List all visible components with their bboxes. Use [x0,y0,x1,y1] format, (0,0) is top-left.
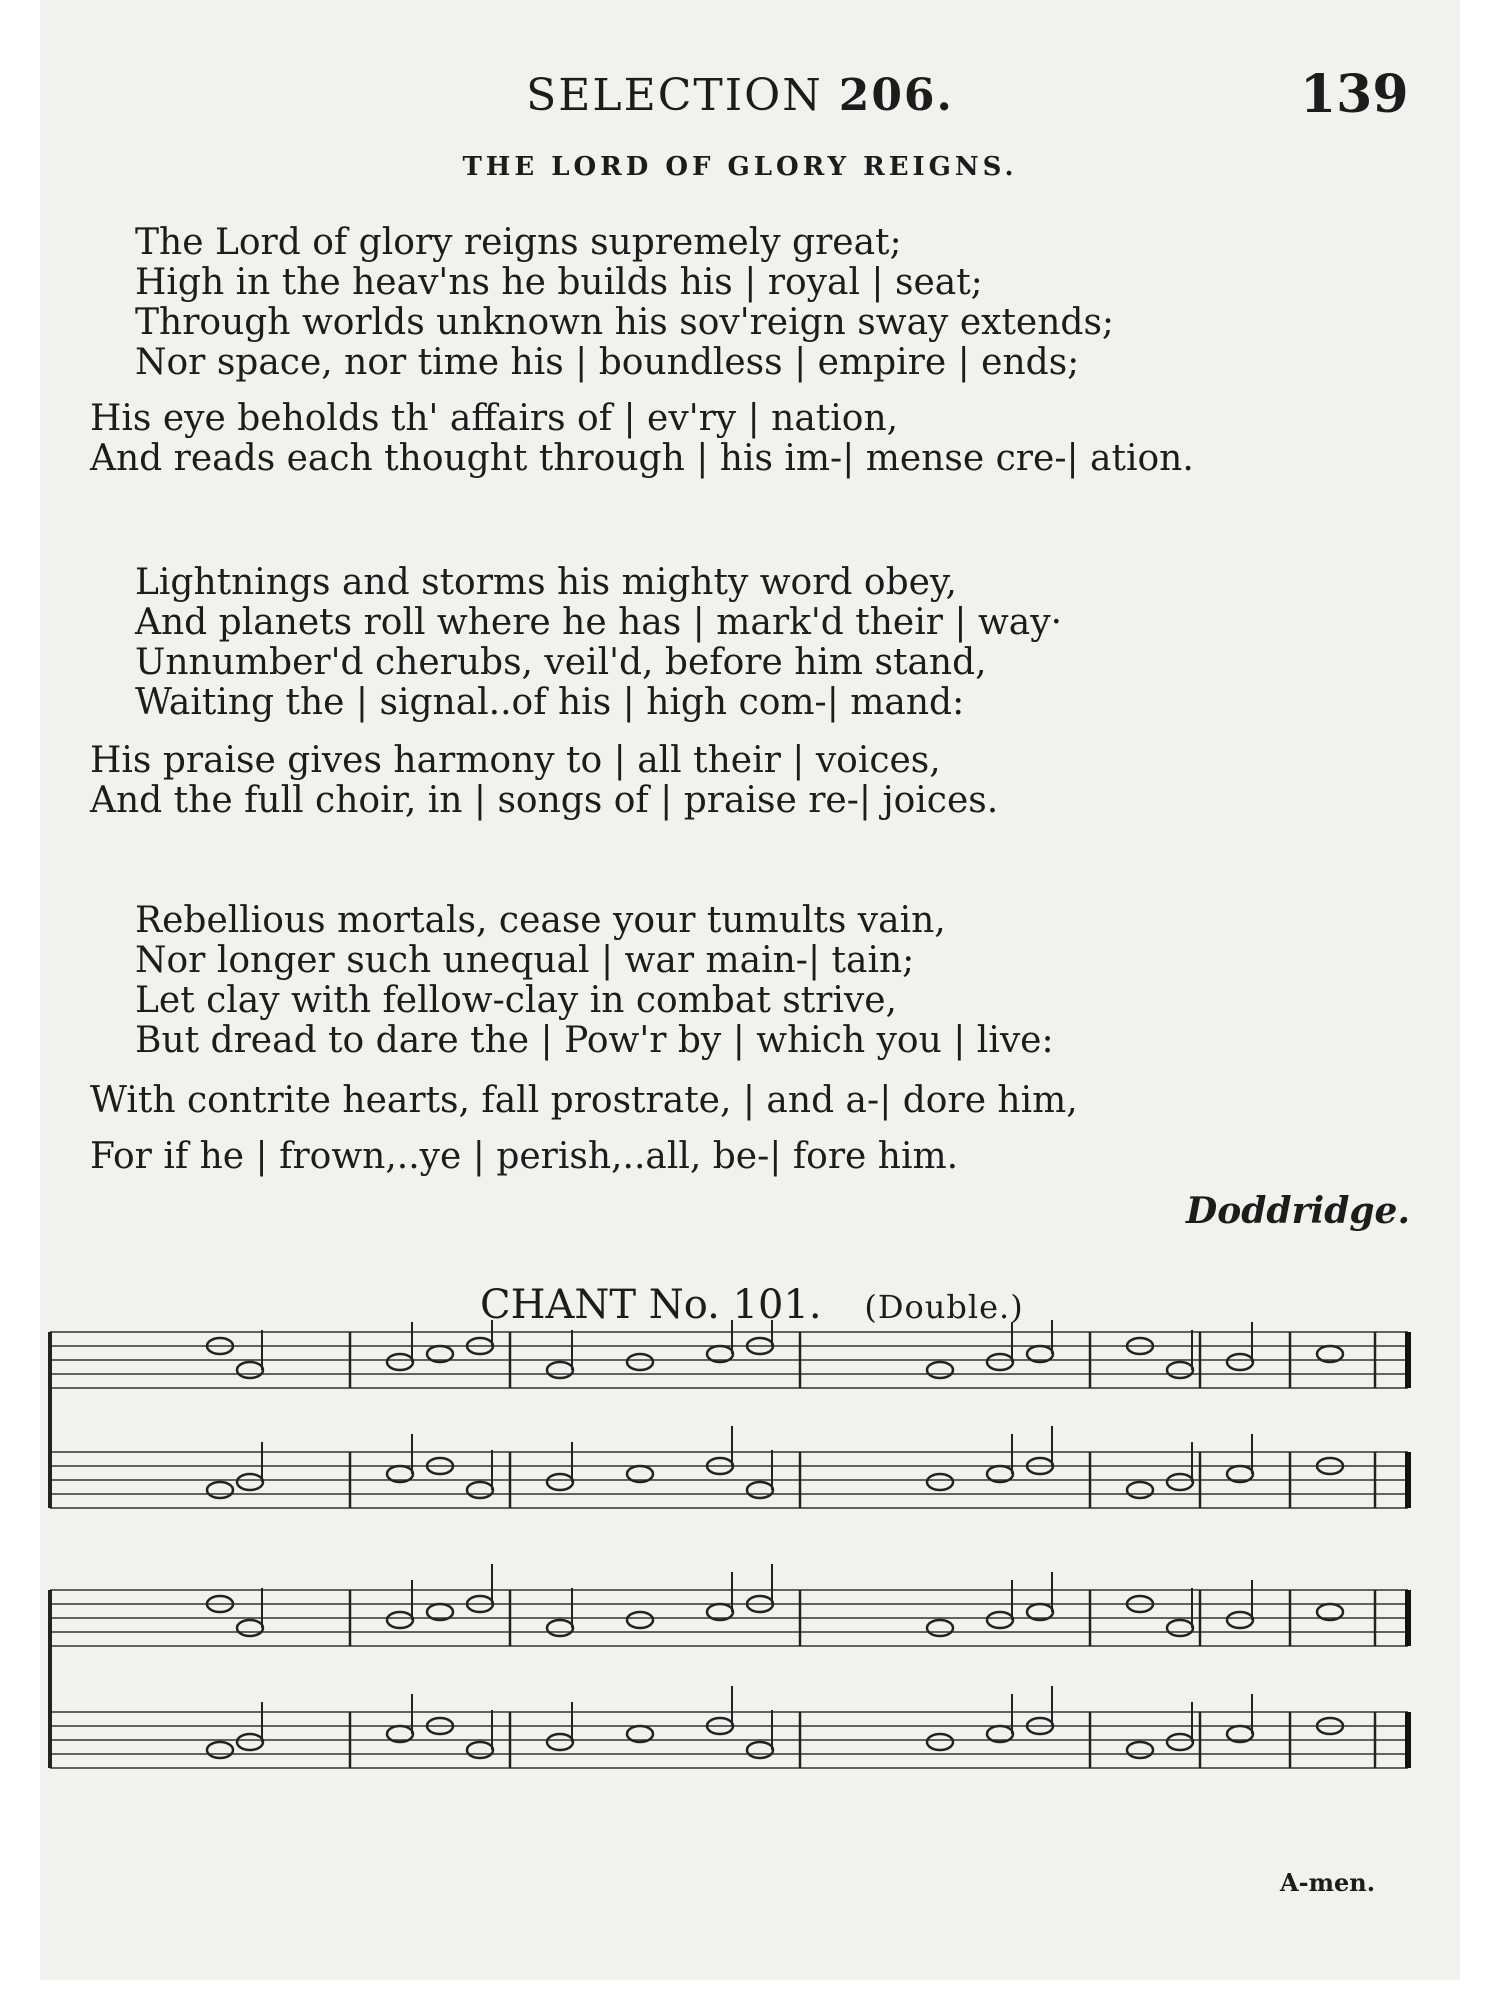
hymnal-page [40,0,1460,1980]
author-credit: Doddridge. [1186,1190,1410,1232]
hymn-line: Through worlds unknown his sov'reign sway extends; [135,302,1115,343]
notehead [627,1612,653,1628]
notehead [237,1362,263,1378]
hymn-title: THE LORD OF GLORY REIGNS. [462,152,1018,182]
hymn-line: His praise gives harmony to | all their | voices, [90,740,941,781]
amen-text: A-men. [1280,1868,1376,1897]
notehead [1127,1482,1153,1498]
selection-number: 206. [838,70,954,121]
hymn-line: But dread to dare the | Pow'r by | which you | live: [135,1020,1054,1061]
notehead [1167,1620,1193,1636]
selection-heading [440,70,1040,121]
hymn-line: His eye beholds th' affairs of | ev'ry | nation, [90,398,899,439]
notehead [547,1734,573,1750]
notehead [1167,1734,1193,1750]
notehead [207,1742,233,1758]
notehead [207,1482,233,1498]
notehead [547,1362,573,1378]
notehead [237,1734,263,1750]
notehead [237,1620,263,1636]
hymn-line: For if he | frown,..ye | perish,..all, be-| fore him. [90,1136,959,1177]
hymn-line: And planets roll where he has | mark'd their | way· [135,602,1063,643]
notehead [1127,1742,1153,1758]
hymn-line: High in the heav'ns he builds his | royal | seat; [135,262,983,303]
hymn-line: Unnumber'd cherubs, veil'd, before him stand, [135,642,987,683]
hymn-line: Waiting the | signal..of his | high com-| mand: [135,682,965,723]
notehead [1227,1354,1253,1370]
notehead [1227,1612,1253,1628]
notehead [927,1620,953,1636]
notehead [987,1612,1013,1628]
notehead [927,1474,953,1490]
hymn-line: Rebellious mortals, cease your tumults vain, [135,900,946,941]
notehead [627,1354,653,1370]
chant-score [40,1320,1460,1880]
notehead [927,1734,953,1750]
hymn-line: Let clay with fellow-clay in combat strive, [135,980,897,1021]
hymn-line: Nor space, nor time his | boundless | empire | ends; [135,342,1080,383]
chant-subtitle: (Double.) [864,1288,1024,1326]
notehead [987,1354,1013,1370]
hymn-line: Nor longer such unequal | war main-| tain; [135,940,915,981]
notehead [467,1482,493,1498]
notehead [467,1742,493,1758]
hymn-line: And reads each thought through | his im-| mense cre-| ation. [90,438,1194,479]
notehead [547,1474,573,1490]
notehead [387,1612,413,1628]
chant-title: CHANT No. 101. [480,1282,822,1328]
selection-label: SELECTION [526,70,823,121]
notehead [747,1482,773,1498]
notehead [237,1474,263,1490]
notehead [747,1742,773,1758]
hymn-line: The Lord of glory reigns supremely great; [135,222,902,263]
notehead [547,1620,573,1636]
notehead [1167,1362,1193,1378]
notehead [387,1354,413,1370]
notehead [927,1362,953,1378]
hymn-line: With contrite hearts, fall prostrate, | and a-| dore him, [90,1080,1078,1121]
hymn-line: Lightnings and storms his mighty word obey, [135,562,957,603]
hymn-line: And the full choir, in | songs of | praise re-| joices. [90,780,999,821]
page-number: 139 [1300,64,1409,125]
notehead [1167,1474,1193,1490]
